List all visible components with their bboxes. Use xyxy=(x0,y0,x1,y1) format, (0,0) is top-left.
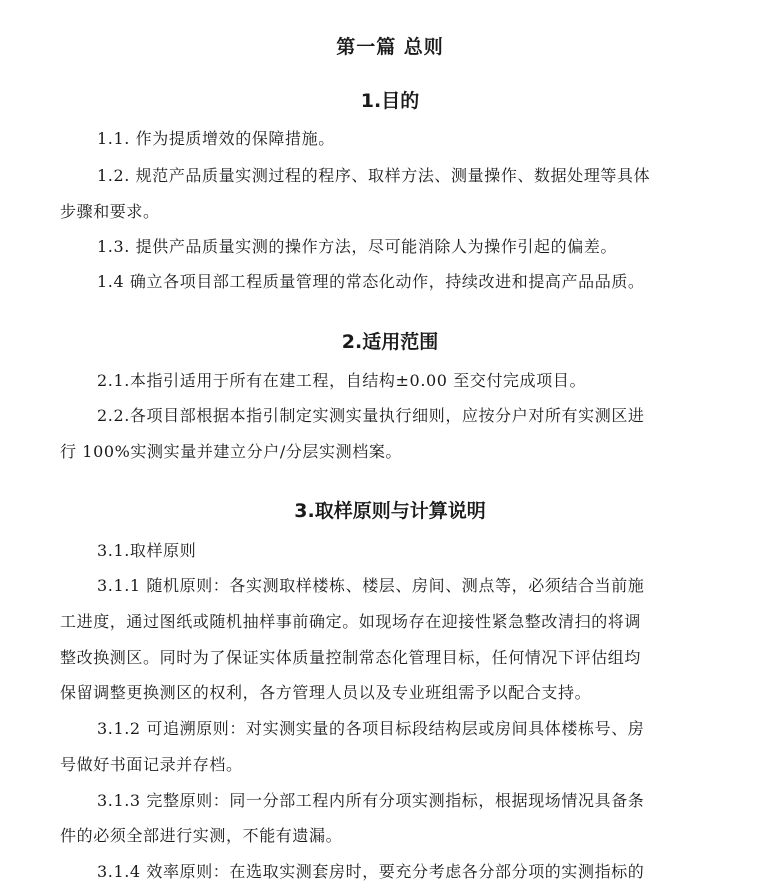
paragraph-line: 步骤和要求。 xyxy=(60,202,160,221)
section-heading-purpose: 1.目的 xyxy=(360,90,420,112)
paragraph-line: 整改换测区。同时为了保证实体质量控制常态化管理目标，任何情况下评估组均 xyxy=(60,648,642,667)
paragraph-line: 3.1.3 完整原则：同一分部工程内所有分项实测指标，根据现场情况具备条 xyxy=(97,791,645,810)
paragraph-line: 3.1.2 可追溯原则：对实测实量的各项目标段结构层或房间具体楼栋号、房 xyxy=(97,719,645,738)
paragraph-line: 工进度，通过图纸或随机抽样事前确定。如现场存在迎接性紧急整改清扫的将调 xyxy=(60,612,642,631)
paragraph-line: 3.1.1 随机原则：各实测取样楼栋、楼层、房间、测点等，必须结合当前施 xyxy=(97,576,645,595)
paragraph-line: 行 100%实测实量并建立分户/分层实测档案。 xyxy=(60,442,403,461)
paragraph-line: 保留调整更换测区的权利，各方管理人员以及专业班组需予以配合支持。 xyxy=(60,683,592,702)
paragraph-line: 号做好书面记录并存档。 xyxy=(60,755,243,774)
paragraph-line: 3.1.4 效率原则：在选取实测套房时，要充分考虑各分部分项的实测指标的 xyxy=(97,862,645,881)
part-title: 第一篇 总则 xyxy=(336,36,444,58)
paragraph-line: 件的必须全部进行实测，不能有遗漏。 xyxy=(60,826,343,845)
section-heading-scope: 2.适用范围 xyxy=(341,331,439,353)
paragraph-line: 2.1.本指引适用于所有在建工程，自结构±0.00 至交付完成项目。 xyxy=(97,371,587,390)
paragraph-line: 1.2. 规范产品质量实测过程的程序、取样方法、测量操作、数据处理等具体 xyxy=(97,166,651,185)
paragraph-line: 1.4 确立各项目部工程质量管理的常态化动作，持续改进和提高产品品质。 xyxy=(97,272,645,291)
paragraph-line: 2.2.各项目部根据本指引制定实测实量执行细则，应按分户对所有实测区进 xyxy=(97,406,645,425)
paragraph-line: 1.3. 提供产品质量实测的操作方法，尽可能消除人为操作引起的偏差。 xyxy=(97,237,618,256)
section-heading-sampling: 3.取样原则与计算说明 xyxy=(294,500,486,522)
paragraph-line: 3.1.取样原则 xyxy=(97,541,197,560)
paragraph-line: 1.1. 作为提质增效的保障措施。 xyxy=(97,129,335,148)
